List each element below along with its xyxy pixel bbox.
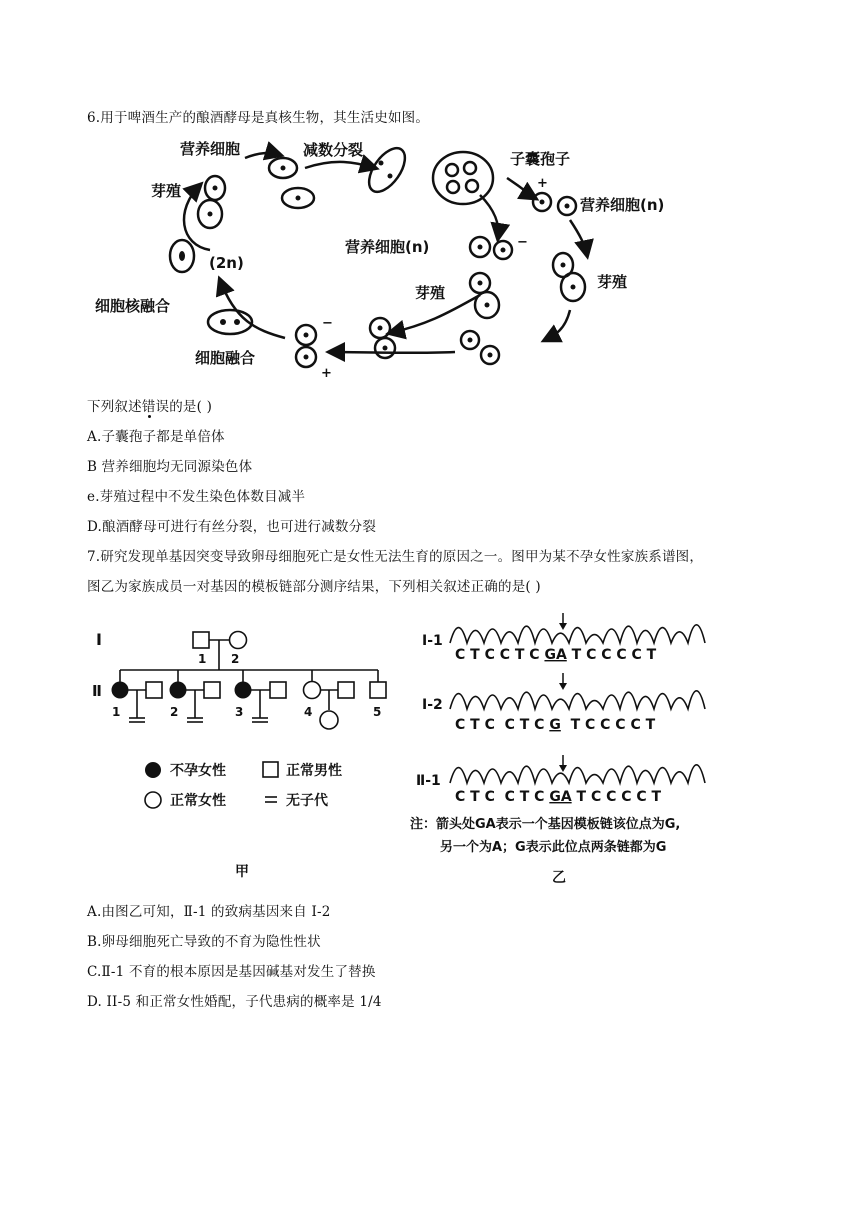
label-cell-fusion: 细胞融合 [195,349,256,367]
pedigree-ii4-female [304,682,321,699]
label-veg-n-mid: 营养细胞(n) [345,238,430,256]
pedigree-figure [90,610,410,885]
q6-option-c: e.芽殖过程中不发生染色体数目减半 [87,489,306,505]
seq-row3-label: Ⅱ-1 [416,773,441,789]
gen-label-i: I [96,630,102,649]
pedigree-iii-child [320,711,338,729]
pedigree-ii1-infertile [112,682,129,699]
label-budding-right: 芽殖 [597,273,628,291]
arrow-bottom-right [545,310,570,340]
num-i1: 1 [198,652,207,666]
label-meiosis: 减数分裂 [303,141,364,159]
sequencing-trace-row-3 [450,765,705,783]
legend-infertile-female-symbol [145,762,161,778]
label-nuclear-fusion: 细胞核融合 [95,297,171,315]
q7-option-c: C.Ⅱ-1 不育的根本原因是基因碱基对发生了替换 [87,964,376,980]
sign-minus-inner: − [517,235,528,250]
q6-option-b: B 营养细胞均无同源染色体 [87,459,253,475]
legend-normal-male: 正常男性 [286,763,342,779]
legend-normal-female: 正常女性 [170,793,226,809]
pedigree-ii5-male [370,682,386,698]
q6-stem: 6.用于啤酒生产的酿酒酵母是真核生物，其生活史如图。 [87,110,430,126]
pedigree-i1-male [193,632,209,648]
arrow-to-meiosis [245,153,280,158]
label-budding-left: 芽殖 [151,182,182,200]
cell-meiosis [362,142,412,198]
q6-option-d: D.酿酒酵母可进行有丝分裂，也可进行减数分裂 [87,519,377,535]
legend-infertile-female: 不孕女性 [170,763,226,779]
num-i2: 2 [231,652,240,666]
legend-no-offspring: 无子代 [286,793,328,809]
seq-row3-bases: C T C C T C GA T C C C C T [455,789,662,805]
num-ii2: 2 [170,705,179,719]
sign-plus-spore: + [537,176,548,191]
sequencing-trace-row-1 [450,625,705,643]
sign-minus-fusion: − [322,316,333,331]
sign-plus-fusion: + [321,366,332,381]
q6-option-a: A.子囊孢子都是单倍体 [87,429,225,445]
seq-row1-label: I-1 [422,633,443,649]
arrow-to-ascus [305,162,375,168]
legend-normal-male-symbol [263,762,278,777]
sequencing-trace-row-2 [450,691,705,709]
arrow-right-down [570,220,587,255]
label-veg-n-right: 营养细胞(n) [580,196,665,214]
seq-note-line1: 注：箭头处GA表示一个基因模板链该位点为G, [410,817,681,832]
label-veg-top: 营养细胞 [180,140,241,158]
seq-row2-bases: C T C C T C G T C C C C T [455,717,656,733]
q7-option-a: A.由图乙可知，Ⅱ-1 的致病基因来自 I-2 [87,904,331,920]
arrow-to-spores [507,178,535,198]
num-ii1: 1 [112,705,121,719]
q7-stem-line2: 图乙为家族成员一对基因的模板链部分测序结果，下列相关叙述正确的是( ) [87,579,541,595]
num-ii4: 4 [304,705,313,719]
seq-row2-label: I-2 [422,697,443,713]
legend-normal-female-symbol [145,792,161,808]
label-ascospore: 子囊孢子 [510,150,571,168]
pedigree-ii3-infertile [235,682,252,699]
caption-jia: 甲 [235,864,249,880]
num-ii3: 3 [235,705,244,719]
q7-option-b: B.卵母细胞死亡导致的不育为隐性性状 [87,934,321,950]
ascus [433,152,493,204]
yeast-life-cycle-figure [85,130,715,385]
gen-label-ii: Ⅱ [92,682,102,700]
pedigree-i2-female [230,632,247,649]
q6-prompt: 下列叙述错误的是( ) [87,399,213,415]
label-2n: (2n) [209,254,244,272]
q7-option-d: D. II-5 和正常女性婚配，子代患病的概率是 1/4 [87,994,382,1010]
seq-note-line2: 另一个为A；G表示此位点两条链都为G [440,840,667,855]
pedigree-ii2-infertile [170,682,187,699]
seq-row1-bases: C T C C T C GA T C C C C T [455,647,657,663]
sequencing-figure [410,605,740,885]
q7-stem-line1: 7.研究发现单基因突变导致卵母细胞死亡是女性无法生育的原因之一。图甲为某不孕女性家族系谱图， [87,549,704,565]
num-ii5: 5 [373,705,382,719]
label-budding-mid: 芽殖 [415,284,446,302]
caption-yi: 乙 [552,870,566,885]
arrow-inner-down [480,195,498,238]
nuclear-fusion-cell [208,310,252,334]
